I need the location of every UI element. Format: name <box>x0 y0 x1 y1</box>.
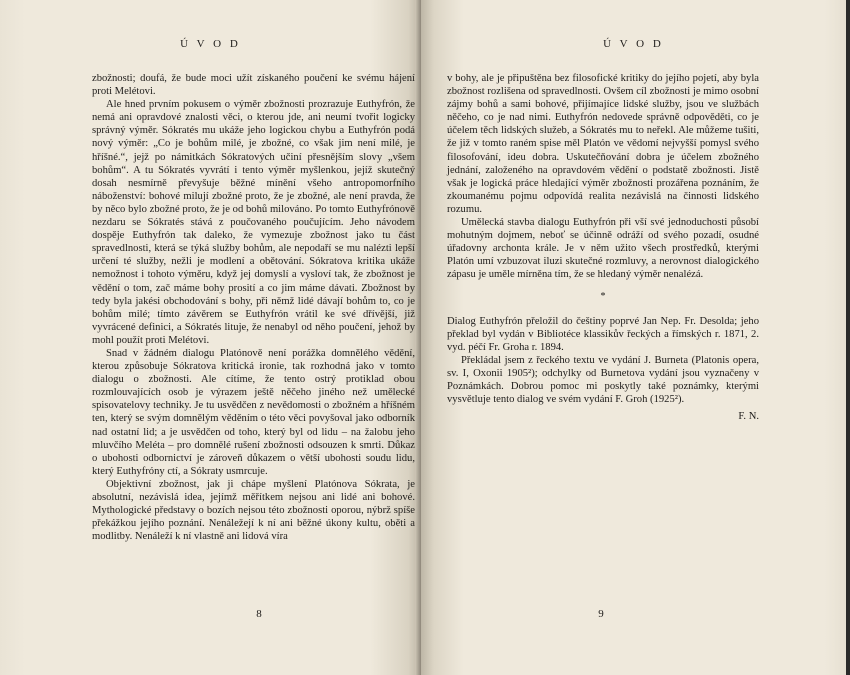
right-page <box>421 0 846 675</box>
running-header-right: Ú V O D <box>603 38 664 50</box>
paragraph: Snad v žádném dialogu Platónově není porážka domnělého vědění, kterou způsobuje Sókratova kritická ironie, tak rozhodná jako v tomto dialogu o zbožnosti. Ale cítíme, že tento ostrý protiklad obou rozmlouvajících osob je výrazem ještě něčeho jiného než umělecké spisovatelovy techniky. Je tu usvědčen z nevědomosti o zbožném a hříšném ten, který se svým domnělým věděním o této věci povyšoval jako odborník nad ostatní lid; a je usvědčen od toho, který byl od lidu – na žalobu jeho mluvčího Meléta – pro domnělé rušení zbožnosti odsouzen k smrti. Důkaz o ubohosti odbornictví je zároveň důkazem o větší ubohosti soudu lidu, který Euthyfróny ctí, a Sókraty usmrcuje. <box>92 347 415 477</box>
note-paragraph: Překládal jsem z řeckého textu ve vydání J. Burneta (Platonis opera, sv. I, Oxonii 1905²); odchylky od Burnetova vydání jsou vyznačeny v Poznámkách. Dobrou pomoc mi poskytly také poznámky, kterými vysvětluje tento dialog ve svém vydání F. Groh (1925²). <box>447 354 759 406</box>
running-header-left: Ú V O D <box>180 38 241 50</box>
left-page <box>0 0 421 675</box>
paragraph: Objektivní zbožnost, jak ji chápe myšlení Platónova Sókrata, je absolutní, nezávislá idea, jejímž měřítkem nejsou ani lidé ani bohové. Mythologické představy o bozích nejsou této zbožnosti oporou, nýbrž spíše překážkou jejího poznání. Nenáležejí k ní ani běžné úkony kultu, oběti a modlitby. Nenáleží k ní vlastně ani lidová víra <box>92 478 415 543</box>
paragraph: Ale hned prvním pokusem o výměr zbožnosti prozrazuje Euthyfrón, že nemá ani opravdové znalosti věci, o kterou jde, ani neumí tvořit logicky správný výměr. Sókratés mu ukáže jeho logickou chybu a Euthyfrón podá nový výměr: „Co je bohům milé, je zbožné, co však jim není milé, je hříšné.“, jejž po námitkách Sókratových učiní přesnějším slovy „všem bohům“. A tu Sókratés vyvrátí i tento výměr myšlenkou, jejíž skutečný dosah nesmírně převyšuje běžné mínění všeho antropomorfního náboženství: bohové milují zbožné proto, že je zbožné, ale není pravda, že by něco bylo zbožné proto, že je od bohů milováno. Po tomto Euthyfrónově nezdaru se Sókratés stává z poučovaného poučujícím. Jeho návodem dospěje Euthyfrón tak daleko, že vymezuje zbožnost jako tu část spravedlnosti, která se týká služby bohům, ale nepodaří se mu nalézti lepší určení té služby, nežli je modlení a obětování. Sókratova kritika ukáže nemožnost i tohoto výměru, když jej domyslí a vysloví tak, že zbožnost je vědění o tom, zač máme bohy prosití a co jim máme dávati. Zbožnost by tedy byla jakési obchodování s bohy, při němž lidé dávají bohům to, co je bohům milé; tímto závěrem se Euthyfrón vrátil ke své dřívější, již vyvrácené definici, a Sókratés lituje, že nenabyl od něho poučení, jehož by mohl použít proti Melétovi. <box>92 99 415 346</box>
note-paragraph: Dialog Euthyfrón přeložil do češtiny poprvé Jan Nep. Fr. Desolda; jeho překlad byl vydán v Bibliotéce klassikův řeckých a římských r. 1871, 2. vyd. péčí Fr. Groha r. 1894. <box>447 315 759 353</box>
translator-signature: F. N. <box>738 411 759 423</box>
book-edge <box>846 0 850 675</box>
section-separator: * <box>600 290 606 302</box>
paragraph: Umělecká stavba dialogu Euthyfrón při vší své jednoduchosti působí mohutným dojmem, neboť se účinně odráží od svého pozadí, osudné úřadovny archonta krále. Je v něm užito všech prostředků, kterými Platón umí vzbuzovat iluzi skutečné rozmluvy, a nerovnost dialogického zápasu je uměle mírněna tím, že se hledaný výměr nenalézá. <box>447 217 759 281</box>
page-number-left: 8 <box>256 608 262 620</box>
page-number-right: 9 <box>598 608 604 620</box>
paragraph: zbožnosti; doufá, že bude moci užít získaného poučení ke svému hájení proti Melétovi. <box>92 73 415 98</box>
left-page-text <box>92 72 415 543</box>
right-page-text <box>447 72 759 423</box>
paragraph: v bohy, ale je připuštěna bez filosofické kritiky do jejího pojetí, aby byla zbožnost rozlišena od spravedlnosti. Ovšem cíl zbožnosti je mimo osobní zájmy bohů a sami bohové, přijímajíce lidské služby, jsou ve službách něčeho, co je nad nimi. Euthyfrón nedovede správně odpověděti, co je účelem těch lidských služeb, a Sókratés mu to neřekl. Ale můžeme tušiti, že již v tomto raném spise měl Platón ve vědomí nejvyšší pomysl svého filosofování, ideu dobra. Uskutečňování dobra je účelem zbožného jednání, založeného na opravdovém vědění o podstatě zbožnosti. Jistě však je logická práce hledající výměr zbožnosti prozářena poznáním, že zkoumanému pojmu odpovídá realita nezávislá na činnosti lidského rozumu. <box>447 73 759 215</box>
